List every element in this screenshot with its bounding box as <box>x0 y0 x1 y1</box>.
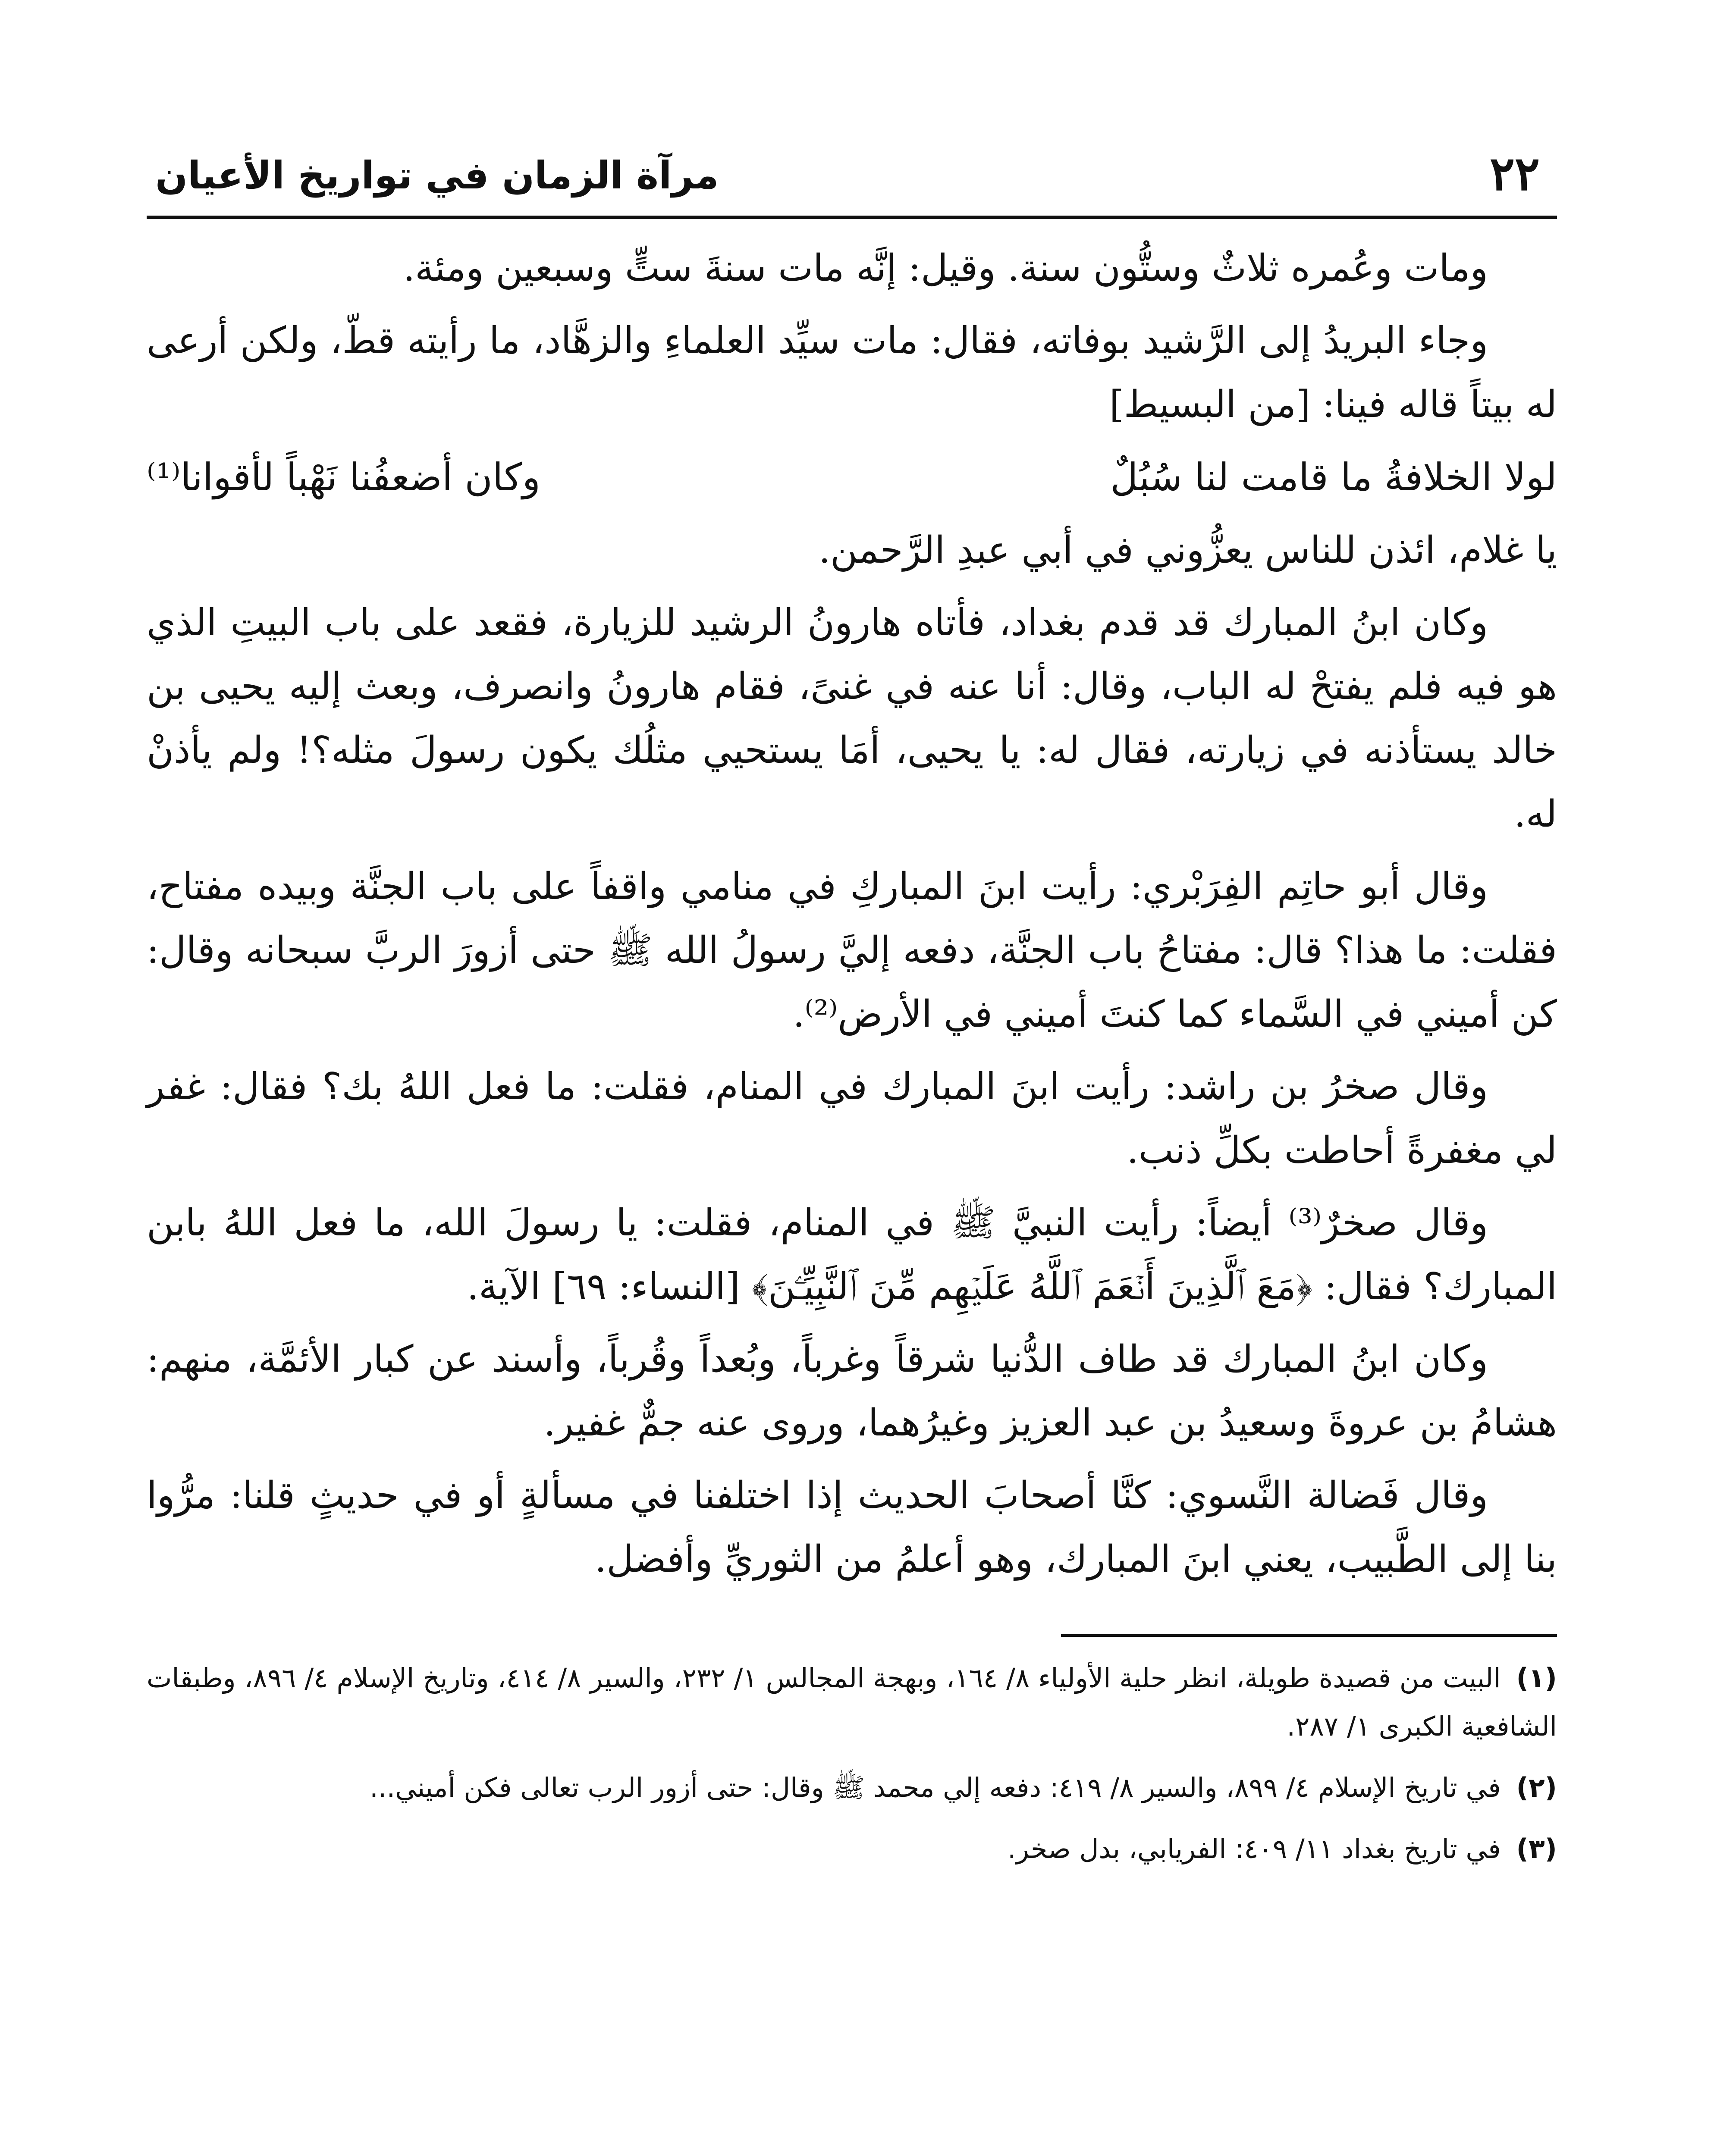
footnote-marker: (٢) <box>1516 1772 1557 1803</box>
paragraph-text: وجاء البريدُ إلى الرَّشيد بوفاته، فقال: مات سيِّد العلماءِ والزهَّاد، ما رأيته قطّ، ولكن أرعى له بيتاً قاله فينا: <box>147 319 1557 426</box>
paragraph: وقال أبو حاتِم الفِرَبْري: رأيت ابنَ المباركِ في منامي واقفاً على باب الجنَّة وبيده مفتاح، فقلت: ما هذا؟ قال: مفتاحُ باب الجنَّة، دفعه إليَّ رسولُ الله ﷺ حتى أزورَ الربَّ سبحانه وقال: كن أميني في السَّماء كما كنتَ أميني في الأرض⁽²⁾. <box>147 865 1557 1036</box>
footnotes <box>147 1654 1557 1873</box>
paragraph: وقال صخرٌ⁽³⁾ أيضاً: رأيت النبيَّ ﷺ في المنام، فقلت: يا رسولَ الله، ما فعل اللهُ بابن المبارك؟ فقال: ﴿مَعَ ٱلَّذِينَ أَنۡعَمَ ٱللَّهُ عَلَيۡهِم مِّنَ ٱلنَّبِيِّـۧنَ﴾ [النساء: ٦٩] الآية. <box>147 1201 1557 1308</box>
paragraph: وقال صخرُ بن راشد: رأيت ابنَ المبارك في المنام، فقلت: ما فعل اللهُ بك؟ فقال: غفر لي مغفرةً أحاطت بكلِّ ذنب. <box>147 1065 1557 1172</box>
poetic-meter-label: [من البسيط] <box>1109 383 1311 426</box>
page-header <box>147 129 1557 219</box>
main-text <box>147 236 1557 1591</box>
paragraph: ومات وعُمره ثلاثٌ وستُّون سنة. وقيل: إنَّه مات سنةَ ستٍّ وسبعين ومئة. <box>403 247 1488 290</box>
paragraph <box>147 309 1557 436</box>
paragraph: وقال فَضالة النَّسوي: كنَّا أصحابَ الحديث إذا اختلفنا في مسألةٍ أو في حديثٍ قلنا: مرُّوا بنا إلى الطَّبيب، يعني ابنَ المبارك، وهو أعلمُ من الثوريِّ وأفضل. <box>147 1474 1557 1581</box>
footnote-3 <box>147 1825 1557 1873</box>
footnote-1 <box>147 1654 1557 1751</box>
poetry-verse <box>147 445 1557 510</box>
running-title: مرآة الزمان في تواريخ الأعيان <box>155 153 719 197</box>
footnote-text: البيت من قصيدة طويلة، انظر حلية الأولياء ٨/ ١٦٤، وبهجة المجالس ١/ ٢٣٢، والسير ٨/ ٤١٤، وتاريخ الإسلام ٤/ ٨٩٦، وطبقات الشافعية الكبرى ١/ ٢٨٧. <box>147 1662 1557 1742</box>
footnote-2 <box>147 1764 1557 1812</box>
footnote-marker: (٣) <box>1516 1833 1557 1865</box>
verse-first-hemistich: لولا الخلافةُ ما قامت لنا سُبُلٌ <box>1110 455 1557 499</box>
paragraph: يا غلام، ائذن للناس يعزُّوني في أبي عبدِ الرَّحمن. <box>818 529 1557 572</box>
paragraph: وكان ابنُ المبارك قد قدم بغداد، فأتاه هارونُ الرشيد للزيارة، فقعد على باب البيتِ الذي هو فيه فلم يفتحْ له الباب، وقال: أنا عنه في غنىً، فقام هارونُ وانصرف، وبعث إليه يحيى بن خالد يستأذنه في زيارته، فقال له: يا يحيى، أمَا يستحيي مثلُك يكون رسولَ مثله؟! ولم يأذنْ له. <box>147 601 1557 836</box>
paragraph: وكان ابنُ المبارك قد طاف الدُّنيا شرقاً وغرباً، وبُعداً وقُرباً، وأسند عن كبار الأئمَّة، منهم: هشامُ بن عروةَ وسعيدُ بن عبد العزيز وغيرُهما، وروى عنه جمٌّ غفير. <box>147 1338 1557 1445</box>
footnote-marker: (١) <box>1516 1662 1557 1694</box>
footnote-text: في تاريخ الإسلام ٤/ ٨٩٩، والسير ٨/ ٤١٩: دفعه إلي محمد ﷺ وقال: حتى أزور الرب تعالى فكن أميني... <box>370 1772 1501 1803</box>
verse-second-hemistich: وكان أضعفُنا نَهْباً لأقوانا⁽¹⁾ <box>147 455 541 499</box>
page-number: ٢٢ <box>1489 147 1540 201</box>
footnote-text: في تاريخ بغداد ١١/ ٤٠٩: الفريابي، بدل صخر. <box>1008 1833 1501 1865</box>
book-page <box>147 129 1557 1886</box>
footnote-separator <box>1061 1634 1557 1637</box>
